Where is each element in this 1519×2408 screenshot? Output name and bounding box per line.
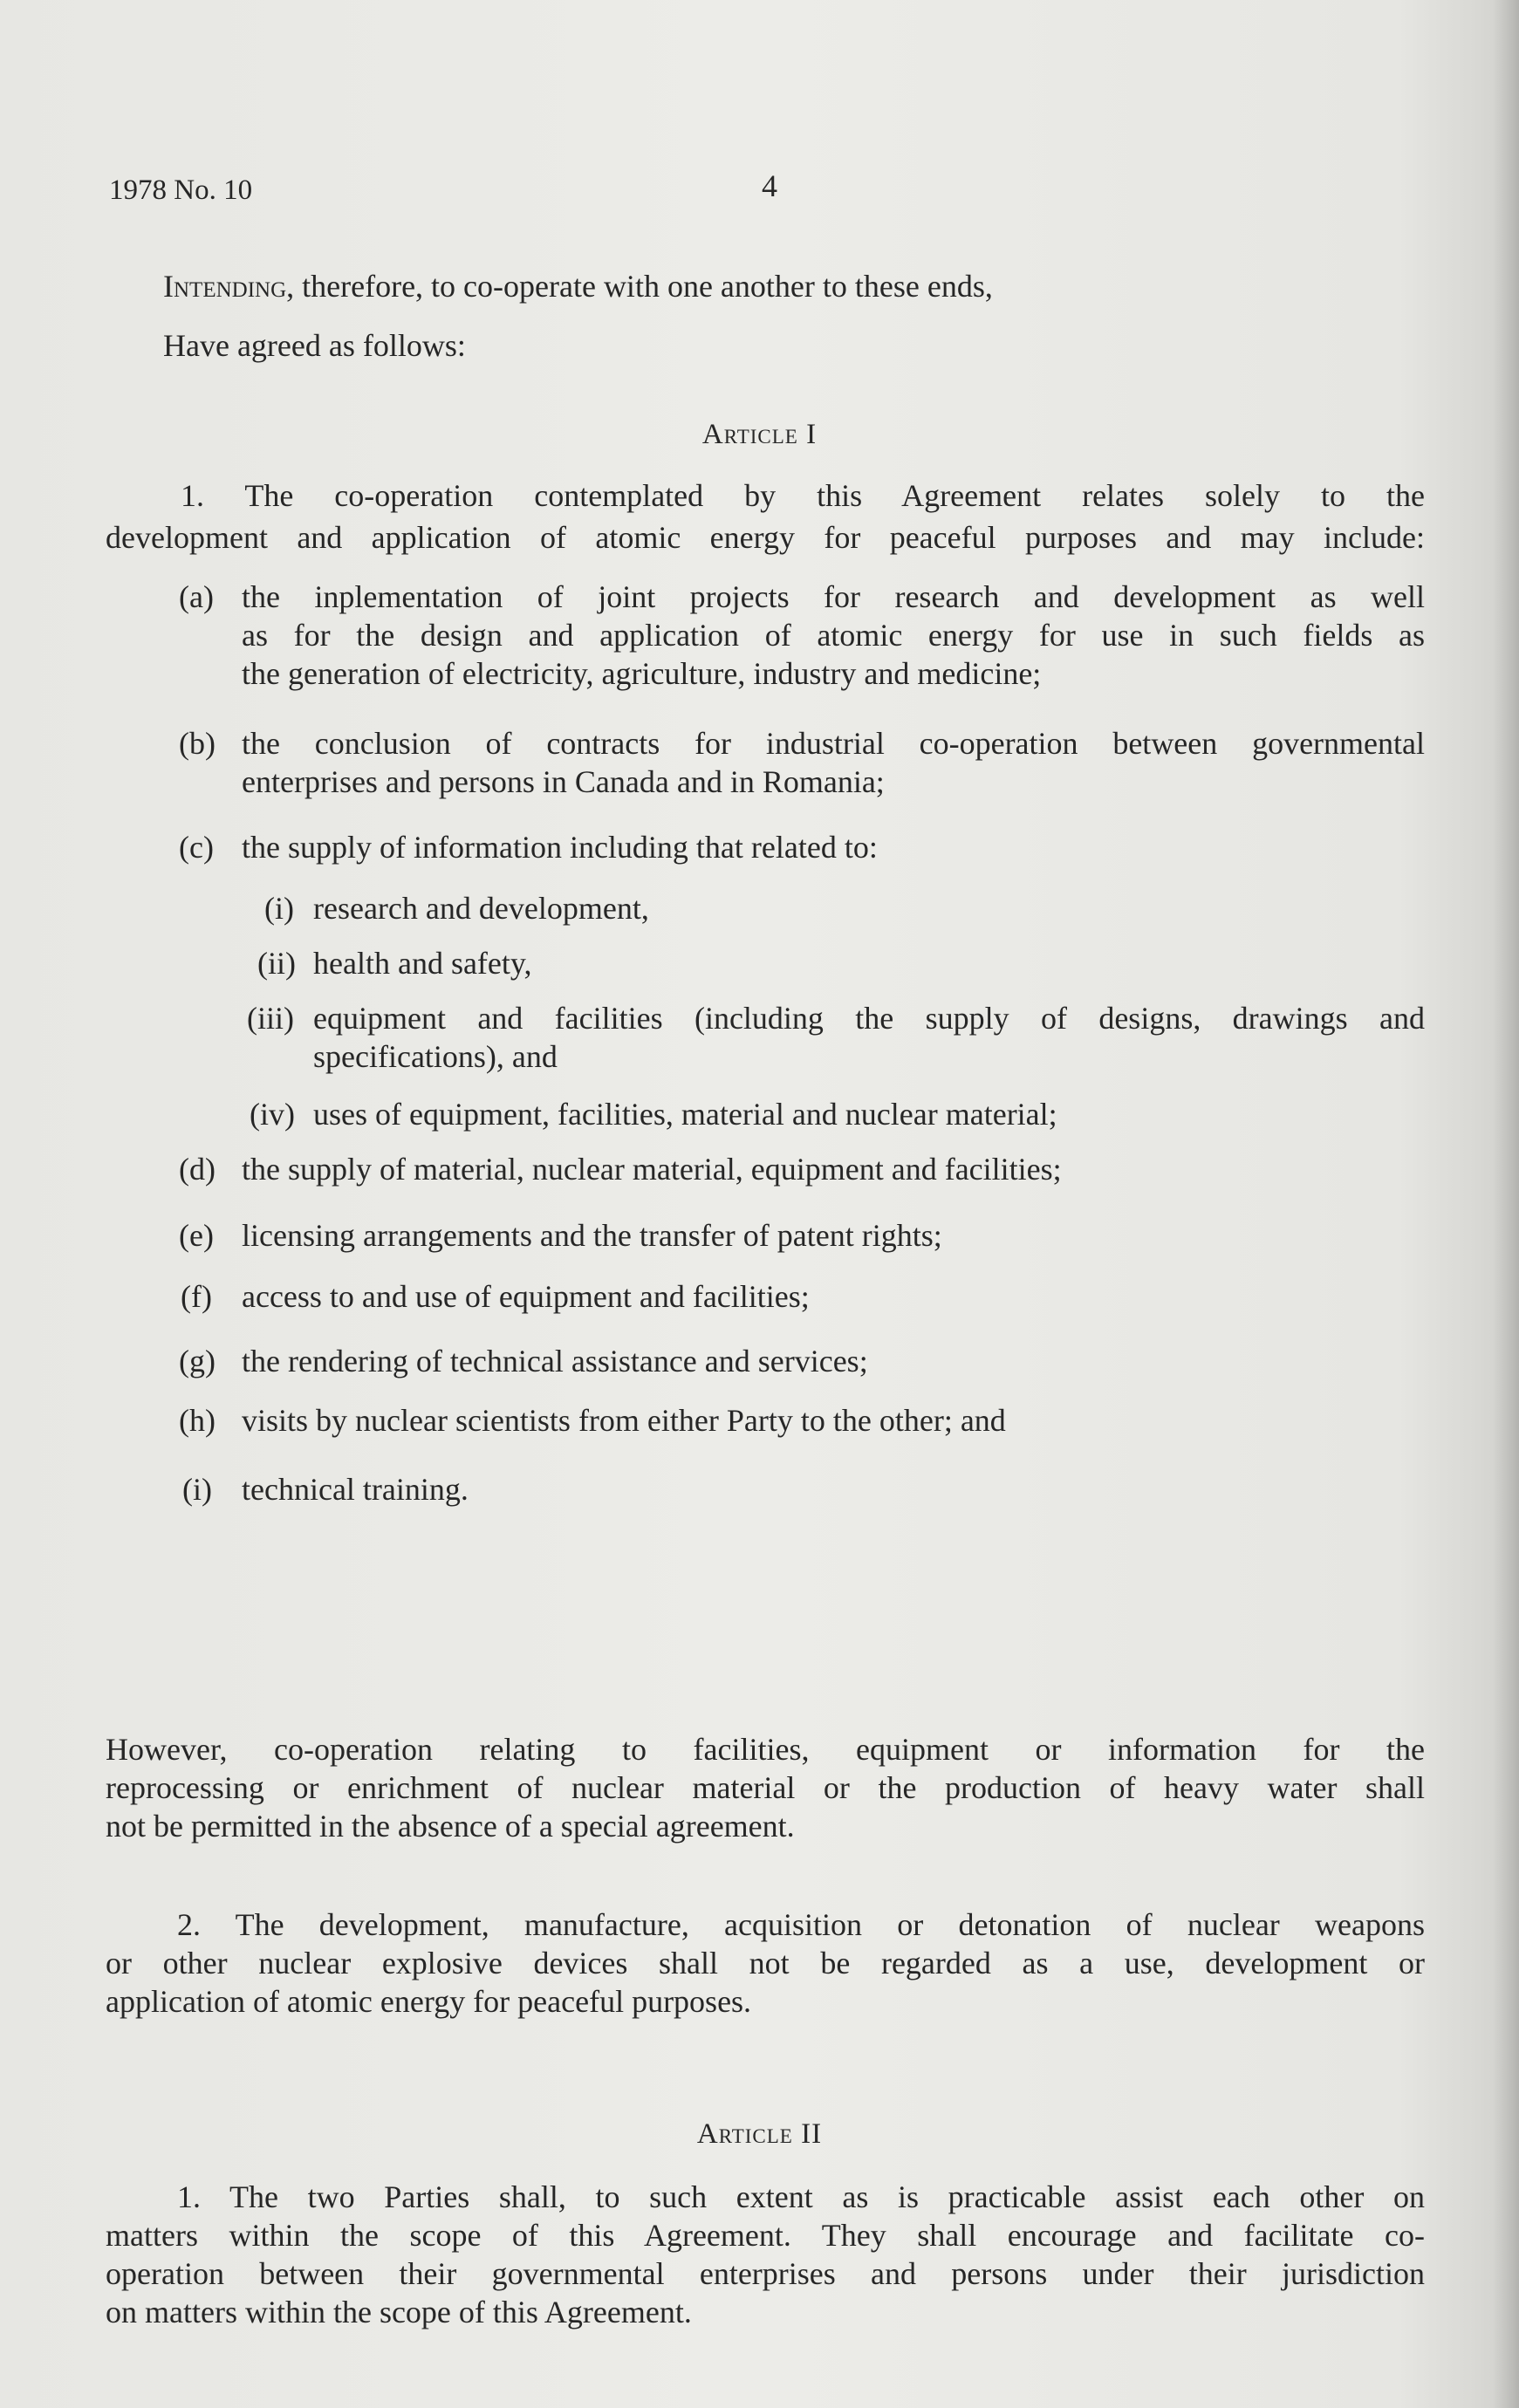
item-text-d: the supply of material, nuclear material, equipment and facilities; xyxy=(242,1152,1062,1187)
para-2-line: 2. The development, manufacture, acquisition or detonation of nuclear weapons xyxy=(177,1907,1425,1942)
subitem-label-ii: (ii) xyxy=(257,946,296,981)
page-number: 4 xyxy=(762,168,777,203)
item-text-a xyxy=(242,578,1425,693)
para-2-line: application of atomic energy for peaceful purposes. xyxy=(106,1984,752,2019)
item-text-h: visits by nuclear scientists from either Party to the other; and xyxy=(242,1403,1006,1438)
subitem-iii-line: specifications), and xyxy=(313,1039,558,1074)
intending-rest: , therefore, to co-operate with one another to these ends, xyxy=(286,269,993,304)
subitem-label-iii: (iii) xyxy=(247,1001,294,1036)
item-label-i: (i) xyxy=(182,1472,212,1507)
article-2-line: operation between their governmental enterprises and persons under their jurisdiction xyxy=(106,2256,1425,2291)
intending-lead: Intending xyxy=(163,269,287,304)
item-a-line: as for the design and application of atomic energy for use in such fields as xyxy=(242,618,1425,653)
para-2-line: or other nuclear explosive devices shall not be regarded as a use, development or xyxy=(106,1946,1425,1980)
subitem-text-ii xyxy=(313,944,1425,982)
page-edge-shadow xyxy=(1493,0,1519,2408)
however-line: not be permitted in the absence of a special agreement. xyxy=(106,1809,795,1844)
article-2-heading: Article II xyxy=(696,2118,823,2150)
item-a-line: the inplementation of joint projects for research and development as well xyxy=(242,579,1425,614)
item-label-b: (b) xyxy=(179,726,216,761)
item-label-e: (e) xyxy=(179,1218,214,1253)
article-1-para-2 xyxy=(106,1905,1425,2021)
item-b-line: the conclusion of contracts for industrial co-operation between governmental xyxy=(242,726,1425,761)
item-text-i: technical training. xyxy=(242,1472,469,1507)
article-1-heading: Article I xyxy=(701,419,818,450)
however-line: reprocessing or enrichment of nuclear material or the production of heavy water shall xyxy=(106,1770,1425,1805)
article-2-line: 1. The two Parties shall, to such extent as is practicable assist each other on xyxy=(177,2179,1425,2214)
item-text-e: licensing arrangements and the transfer of patent rights; xyxy=(242,1218,942,1253)
however-paragraph xyxy=(106,1730,1425,1845)
item-text-c xyxy=(242,828,1425,866)
subitem-text-i xyxy=(313,889,1425,927)
item-text-f: access to and use of equipment and facilities; xyxy=(242,1279,810,1314)
subitem-text-iv xyxy=(313,1095,1425,1133)
item-label-d: (d) xyxy=(179,1152,216,1187)
subitem-label-i: (i) xyxy=(264,891,294,926)
item-text-b xyxy=(242,724,1425,801)
agreed-clause: Have agreed as follows: xyxy=(163,328,466,363)
however-line: However, co-operation relating to facilities, equipment or information for the xyxy=(106,1732,1425,1767)
subitem-text-iii xyxy=(313,999,1425,1076)
subitem-iii-line: equipment and facilities (including the supply of designs, drawings and xyxy=(313,1001,1425,1036)
subitem-iv-line: uses of equipment, facilities, material and nuclear material; xyxy=(313,1097,1057,1132)
article-2-line: matters within the scope of this Agreement. They shall encourage and facilitate co- xyxy=(106,2218,1425,2253)
article-2-para-1 xyxy=(106,2178,1425,2331)
item-label-h: (h) xyxy=(179,1403,216,1438)
item-label-g: (g) xyxy=(179,1344,216,1378)
item-label-c: (c) xyxy=(179,830,214,865)
article-1-para-1-line-2: development and application of atomic energy for peaceful purposes and may include: xyxy=(106,520,1425,555)
item-label-f: (f) xyxy=(181,1279,212,1314)
item-label-a: (a) xyxy=(179,579,214,614)
item-c-line: the supply of information including that related to: xyxy=(242,830,878,865)
article-1-para-1-line-1: 1. The co-operation contemplated by this Agreement relates solely to the xyxy=(181,478,1425,513)
item-a-line: the generation of electricity, agriculture, industry and medicine; xyxy=(242,656,1042,691)
subitem-ii-line: health and safety, xyxy=(313,946,532,981)
subitem-label-iv: (iv) xyxy=(250,1097,295,1132)
document-reference: 1978 No. 10 xyxy=(109,174,253,206)
intending-clause xyxy=(163,267,993,305)
subitem-i-line: research and development, xyxy=(313,891,649,926)
item-text-g: the rendering of technical assistance and services; xyxy=(242,1344,868,1378)
article-2-line: on matters within the scope of this Agreement. xyxy=(106,2295,692,2329)
item-b-line: enterprises and persons in Canada and in Romania; xyxy=(242,764,885,799)
